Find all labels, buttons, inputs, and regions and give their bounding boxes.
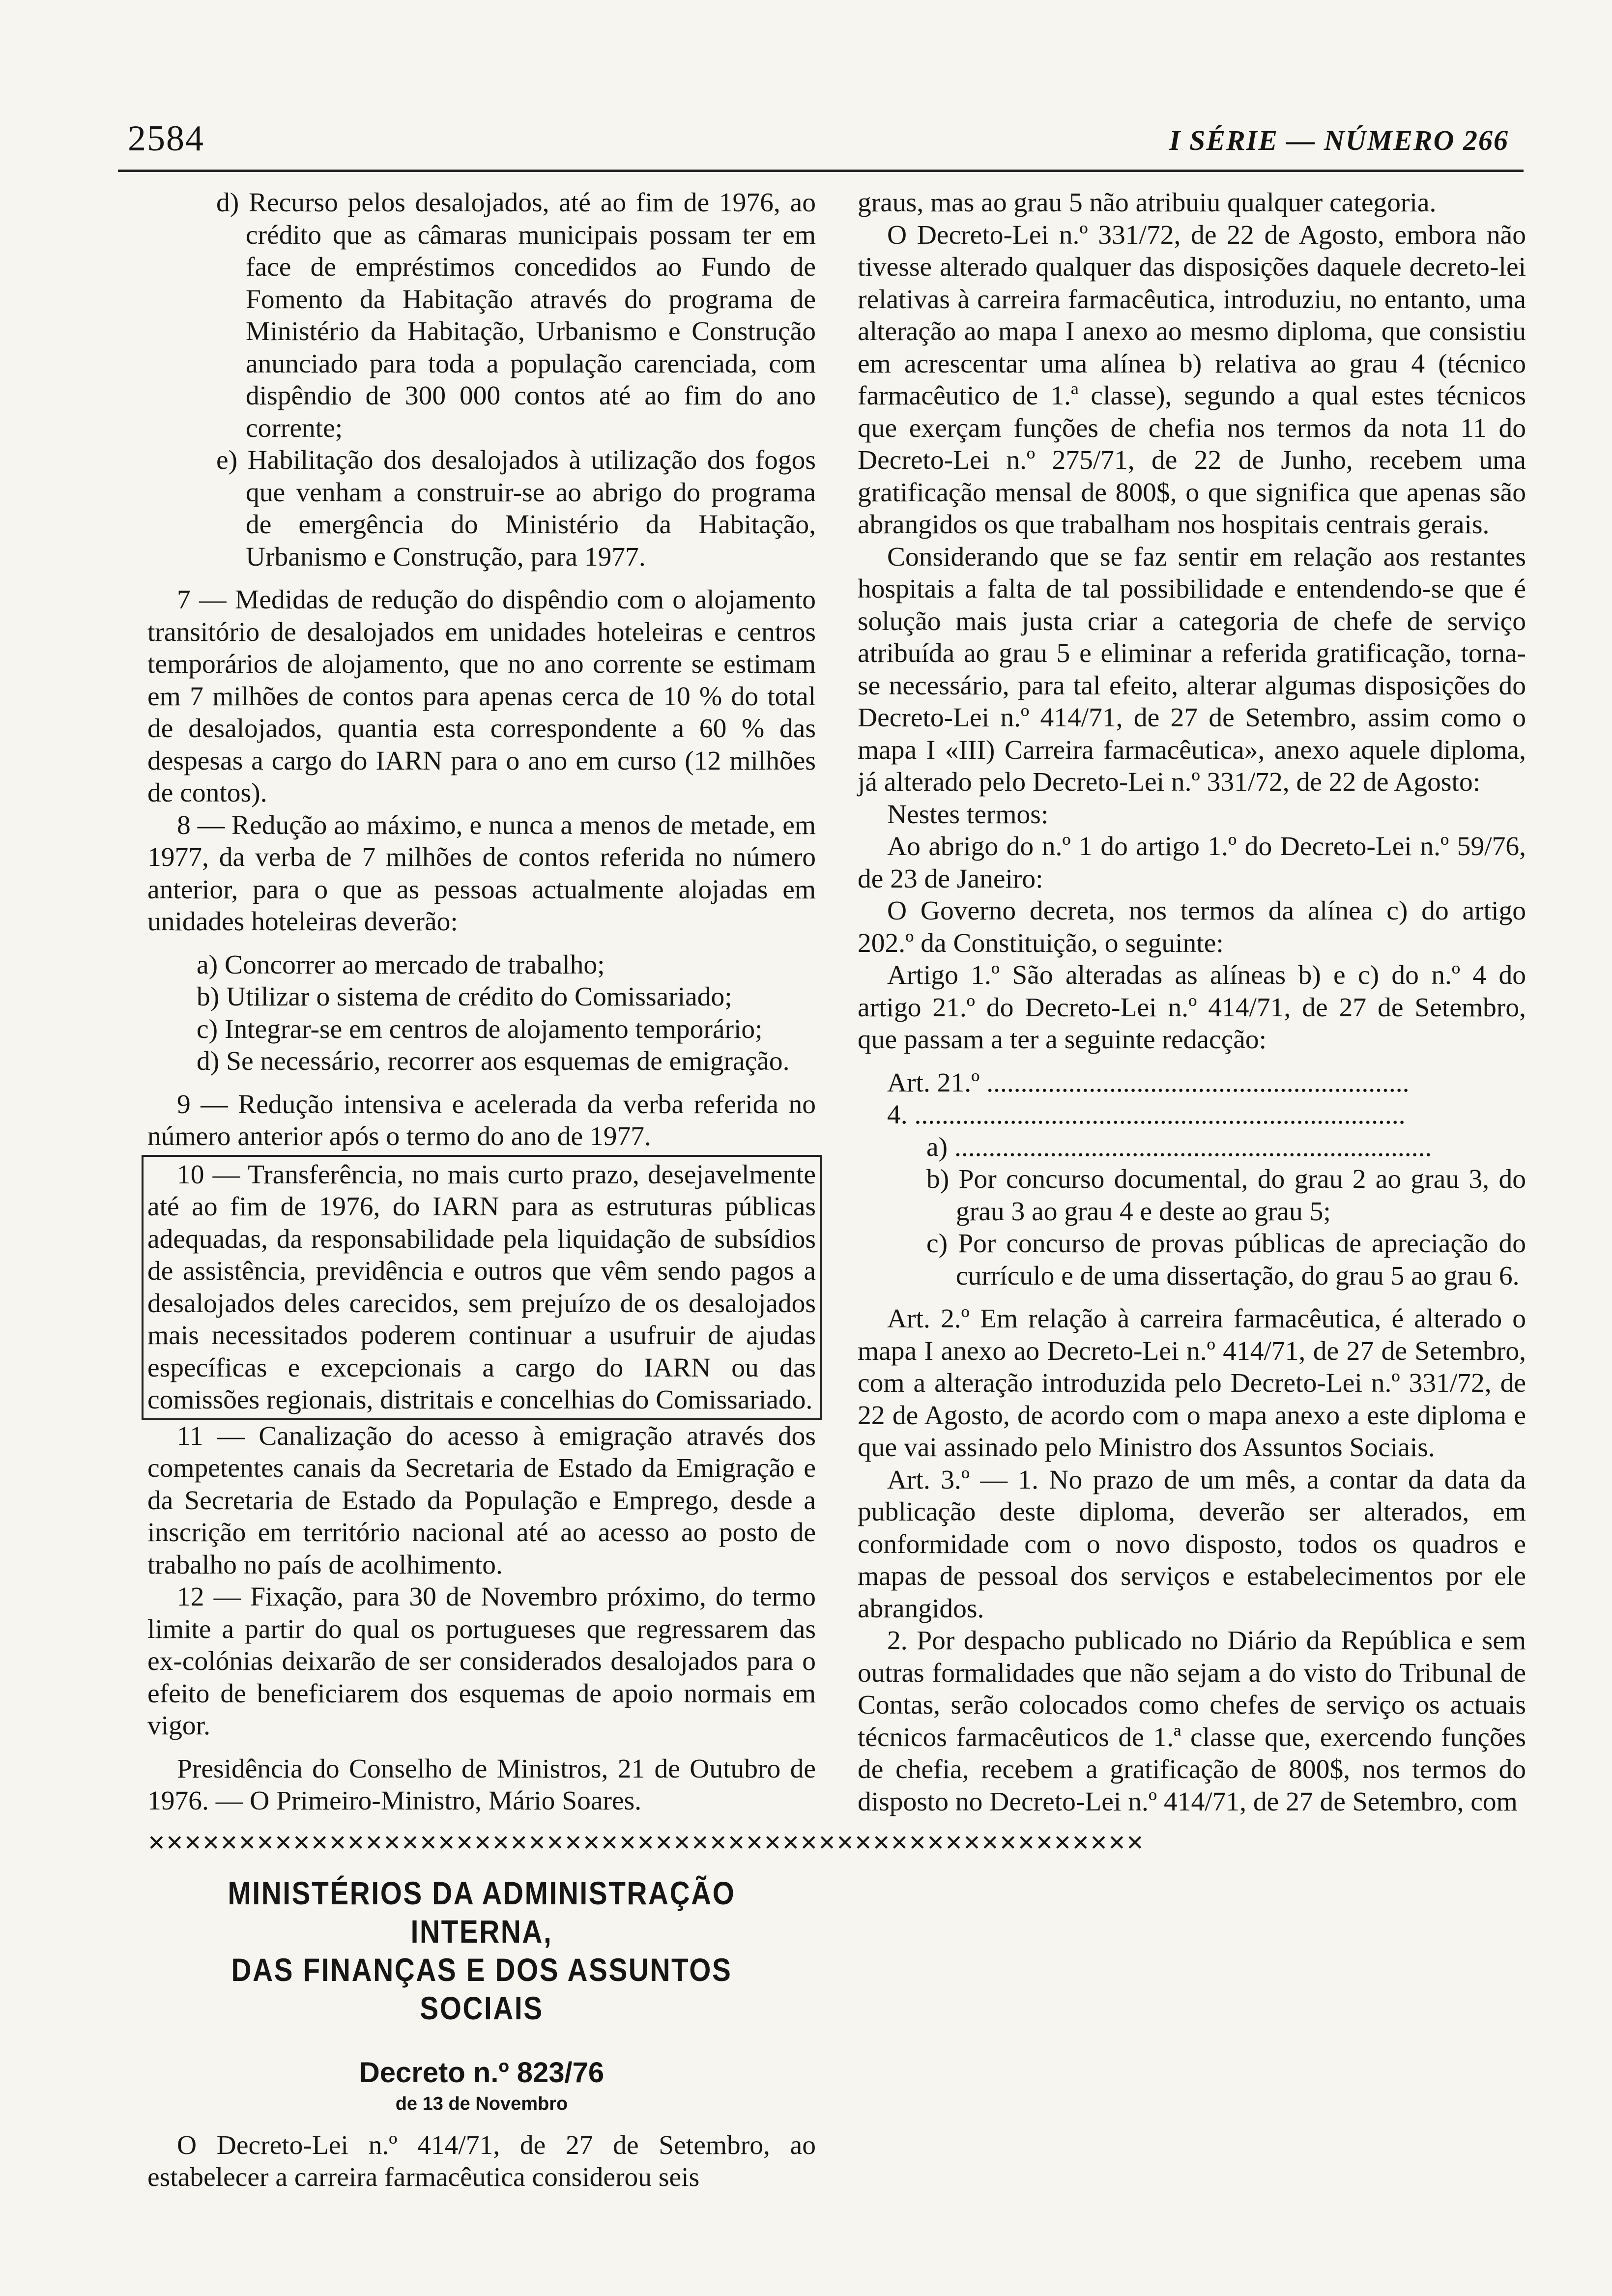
item-c: c) Por concurso de provas públicas de apreciação do currículo e de uma dissertação, do grau 5 ao grau 6. — [926, 1229, 1526, 1291]
paragraph-11: 11 — Canalização do acesso à emigração através dos competentes canais da Secretaria de Estado da Emigração e da Secretaria de Estado da População e Emprego, desde a inscrição em território nacional até ao acesso ao posto de trabalho no país de acolhimento. — [147, 1421, 816, 1580]
ornament-divider: ✕✕✕✕✕✕✕✕✕✕✕✕✕✕✕✕✕✕✕✕✕✕✕✕✕✕✕✕✕✕✕✕✕✕✕✕✕✕✕✕✕✕✕✕✕✕✕✕✕✕✕✕✕✕✕ — [147, 1831, 1144, 1855]
decree-date: de 13 de Novembro — [395, 2093, 568, 2114]
right-column — [858, 187, 1526, 1818]
header-rule — [118, 170, 1524, 172]
paragraph-8-a: a) Concorrer ao mercado de trabalho; — [197, 949, 605, 980]
item-b: b) Por concurso documental, do grau 2 ao grau 3, do grau 3 ao grau 4 e deste ao grau 5; — [926, 1164, 1526, 1227]
item-e: e) Habilitação dos desalojados à utilização dos fogos que venham a construir-se ao abrigo do programa de emergência do Ministério da Habitação, Urbanismo e Construção, para 1977. — [216, 445, 816, 572]
right-paragraph-0: graus, mas ao grau 5 não atribuiu qualquer categoria. — [858, 188, 1437, 218]
decree-intro: O Decreto-Lei n.º 414/71, de 27 de Setembro, ao estabelecer a carreira farmacêutica considerou seis — [147, 2130, 816, 2192]
right-paragraph-5: O Governo decreta, nos termos da alínea c) do artigo 202.º da Constituição, o seguinte: — [858, 896, 1526, 958]
number-4-dots: 4. ........................................................................ — [887, 1100, 1406, 1130]
ministries-line-2: DAS FINANÇAS E DOS ASSUNTOS SOCIAIS — [231, 1952, 732, 2026]
item-a-dots: a) ...................................................................... — [926, 1132, 1432, 1162]
paragraph-8-c: c) Integrar-se em centros de alojamento temporário; — [197, 1014, 763, 1044]
right-paragraph-3: Nestes termos: — [887, 799, 1049, 830]
paragraph-7: 7 — Medidas de redução do dispêndio com o alojamento transitório de desalojados em unidades hoteleiras e centros temporários de alojamento, que no ano corrente se estimam em 7 milhões de contos para apenas cerca de 10 % do total de desalojados, quantia esta correspondente a 60 % das despesas a cargo do IARN para o ano em curso (12 milhões de contos). — [147, 585, 816, 808]
article-3-1: Art. 3.º — 1. No prazo de um mês, a contar da data da publicação deste diploma, deverão ser alterados, em conformidade com o novo disposto, todos os quadros e mapas de pessoal dos serviços e estabelecimentos por ele abrangidos. — [858, 1464, 1526, 1624]
page-header — [118, 108, 1524, 167]
page-number: 2584 — [128, 118, 204, 159]
article-3-2: 2. Por despacho publicado no Diário da República e sem outras formalidades que não sejam a do visto do Tribunal de Contas, serão colocados como chefes de serviço os actuais técnicos farmacêuticos de 1.ª classe que, exercendo funções de chefia, recebem a gratificação de 800$, nos termos do disposto no Decreto-Lei n.º 414/71, de 27 de Setembro, com — [858, 1626, 1526, 1817]
decree-title: Decreto n.º 823/76 — [359, 2057, 604, 2089]
item-d: d) Recurso pelos desalojados, até ao fim de 1976, ao crédito que as câmaras municipais possam ter em face de empréstimos concedidos ao Fundo de Fomento da Habitação através do programa de Ministério da Habitação, Urbanismo e Construção anunciado para toda a população carenciada, com dispêndio de 300 000 contos até ao fim do ano corrente; — [216, 188, 816, 443]
paragraph-9: 9 — Redução intensiva e acelerada da verba referida no número anterior após o termo do ano de 1977. — [147, 1089, 816, 1151]
paragraph-10-box — [142, 1155, 822, 1420]
paragraph-8-d: d) Se necessário, recorrer aos esquemas de emigração. — [197, 1046, 790, 1076]
right-paragraph-2: Considerando que se faz sentir em relação aos restantes hospitais a falta de tal possibilidade e entendendo-se que é solução mais justa criar a categoria de chefe de serviço atribuída ao grau 5 e eliminar a referida gratificação, torna-se necessário, para tal efeito, alterar algumas disposições do Decreto-Lei n.º 414/71, de 27 de Setembro, assim como o mapa I «III) Carreira farmacêutica», anexo aquele diploma, já alterado pelo Decreto-Lei n.º 331/72, de 22 de Agosto: — [858, 542, 1526, 797]
right-paragraph-1: O Decreto-Lei n.º 331/72, de 22 de Agosto, embora não tivesse alterado qualquer das disposições daquele decreto-lei relativas à carreira farmacêutica, introduziu, no entanto, uma alteração ao mapa I anexo ao mesmo diploma, que consistiu em acrescentar uma alínea b) relativa ao grau 4 (técnico farmacêutico de 1.ª classe), segundo a qual estes técnicos que exerçam funções de chefia nos termos da nota 11 do Decreto-Lei n.º 275/71, de 22 de Junho, recebem uma gratificação mensal de 800$, o que significa que apenas são abrangidos os que trabalham nos hospitais centrais gerais. — [858, 220, 1526, 540]
series-label: I SÉRIE — NÚMERO 266 — [1169, 124, 1509, 156]
article-2: Art. 2.º Em relação à carreira farmacêutica, é alterado o mapa I anexo ao Decreto-Lei n.º 414/71, de 27 de Setembro, com a alteração introduzida pelo Decreto-Lei n.º 331/72, de 22 de Agosto, de acordo com o mapa anexo a este diploma e que vai assinado pelo Ministro dos Assuntos Sociais. — [858, 1304, 1526, 1463]
ministries-heading — [194, 1874, 769, 2027]
article-21-dots: Art. 21.º .............................................................. — [887, 1067, 1410, 1098]
paragraph-8-b: b) Utilizar o sistema de crédito do Comissariado; — [197, 982, 732, 1012]
paragraph-12: 12 — Fixação, para 30 de Novembro próximo, do termo limite a partir do qual os portugueses que regressarem das ex-colónias deixarão de ser considerados desalojados para o efeito de beneficiarem dos esquemas de apoio normais em vigor. — [147, 1582, 816, 1741]
paragraph-8: 8 — Redução ao máximo, e nunca a menos de metade, em 1977, da verba de 7 milhões de contos referida no número anterior, para o que as pessoas actualmente alojadas em unidades hoteleiras deverão: — [147, 810, 816, 937]
article-1: Artigo 1.º São alteradas as alíneas b) e c) do n.º 4 do artigo 21.º do Decreto-Lei n.º 414/71, de 27 de Setembro, que passam a ter a seguinte redacção: — [858, 960, 1526, 1055]
paragraph-10: 10 — Transferência, no mais curto prazo, desejavelmente até ao fim de 1976, do IARN para as estruturas públicas adequadas, da responsabilidade pela liquidação de subsídios de assistência, previdência e outros que vêm sendo pagos a desalojados deles carecidos, sem prejuízo de os desalojados mais necessitados poderem continuar a usufruir de ajudas específicas e excepcionais a cargo do IARN ou das comissões regionais, distritais e concelhias do Comissariado. — [147, 1159, 816, 1415]
right-paragraph-4: Ao abrigo do n.º 1 do artigo 1.º do Decreto-Lei n.º 59/76, de 23 de Janeiro: — [858, 832, 1526, 894]
signoff: Presidência do Conselho de Ministros, 21 de Outubro de 1976. — O Primeiro-Ministro, Mário Soares. — [147, 1753, 816, 1816]
ministries-line-1: MINISTÉRIOS DA ADMINISTRAÇÃO INTERNA, — [228, 1875, 736, 1950]
